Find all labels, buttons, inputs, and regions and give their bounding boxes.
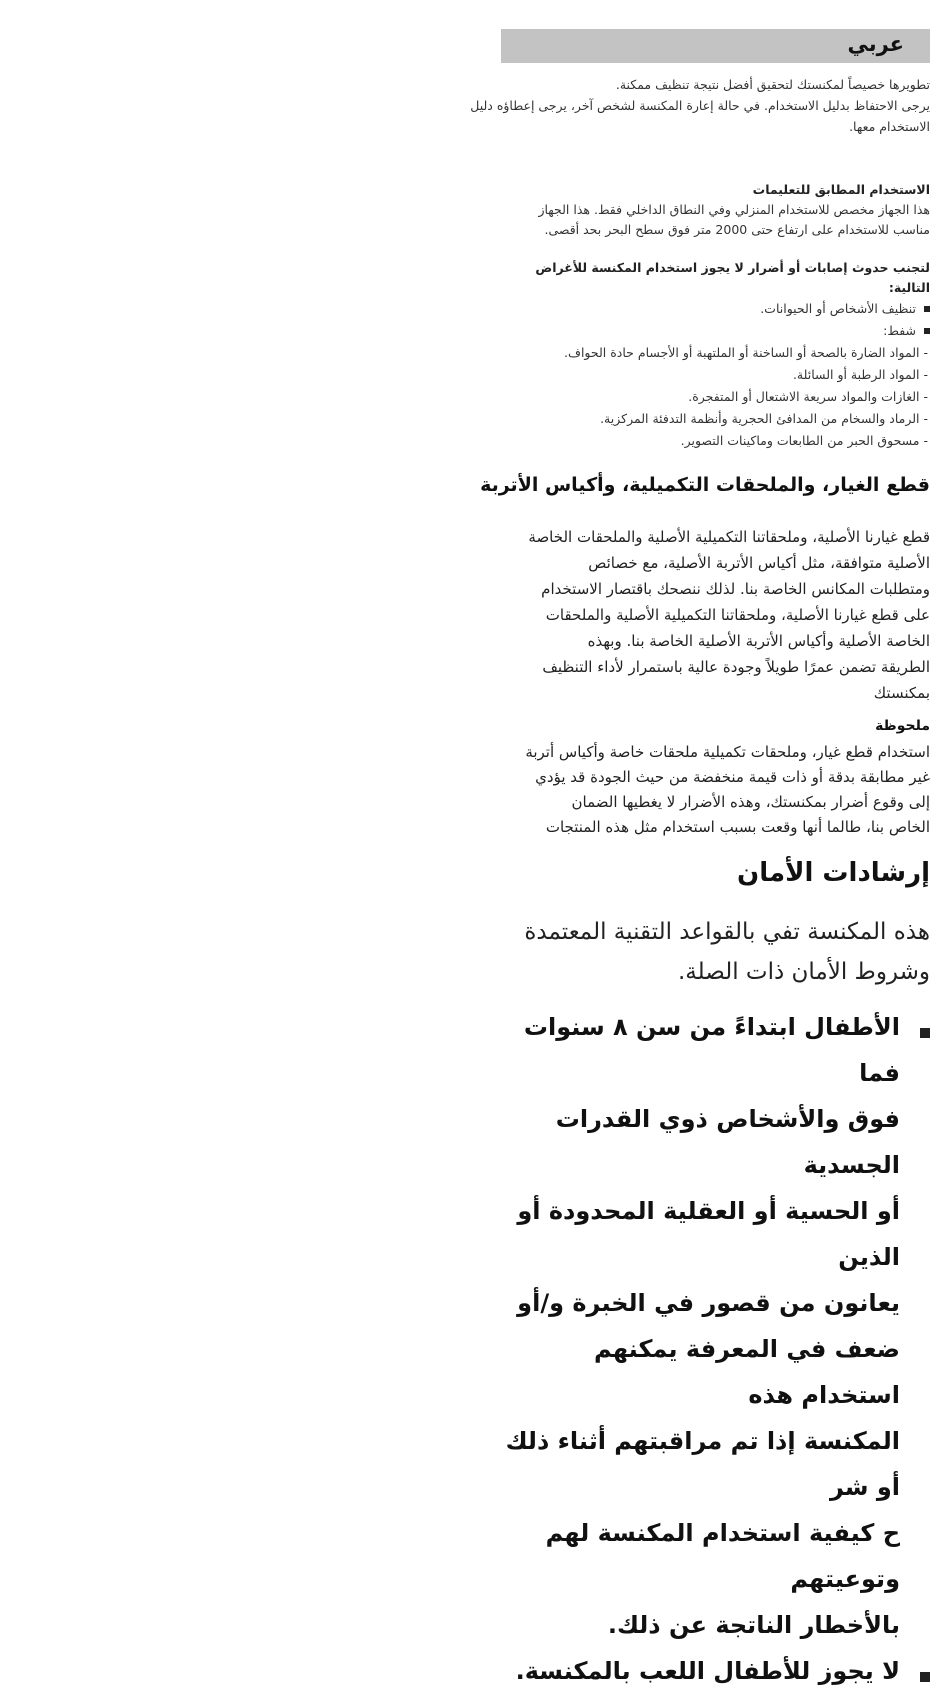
parts-line: ومتطلبات المكانس الخاصة بنا. لذلك ننصحك باقتصار الاستخدام [541,580,930,598]
safety-bullet-line: يعانون من قصور في الخبرة و/أو [517,1289,900,1317]
safety-bullet-line: أو الحسية أو العقلية المحدودة أو الذين [517,1197,900,1271]
safety-bullet-item [500,1648,930,1694]
language-header-bar [501,29,930,63]
intro-section [440,74,930,137]
safety-bullet-line: بالأخطار الناتجة عن ذلك. [607,1611,900,1639]
safety-intro-line: هذه المكنسة تفي بالقواعد التقنية المعتمدة [524,919,930,945]
safety-bullet-line: لا يجوز للأطفال اللعب بالمكنسة. [515,1657,900,1685]
intended-use-title: الاستخدام المطابق للتعليمات [752,182,930,197]
safety-bullet-item [500,1004,930,1648]
prohibited-bullet-item: تنظيف الأشخاص أو الحيوانات. [490,298,930,320]
prohibited-dash-item: - الغازات والمواد سريعة الاشتعال أو المتفجرة. [688,389,928,404]
note-line: غير مطابقة بدقة أو ذات قيمة منخفضة من حيث الجودة قد يؤدي [535,768,930,786]
parts-body [470,524,930,706]
prohibited-bullet-list [490,298,930,342]
intro-line-1: تطويرها خصيصاً لمكنستك لتحقيق أفضل نتيجة تنظيف ممكنة. [615,77,930,92]
parts-title: قطع الغيار، والملحقات التكميلية، وأكياس الأتربة [480,474,930,496]
prohibited-dash-item: - مسحوق الحبر من الطابعات وماكينات التصوير. [680,433,928,448]
safety-intro-line: وشروط الأمان ذات الصلة. [678,959,930,985]
prohibited-dash-item: - الرماد والسخام من المدافئ الحجرية وأنظمة التدفئة المركزية. [600,411,928,426]
parts-line: بمكنستك [873,684,930,702]
safety-bullet-line: الأطفال ابتداءً من سن ٨ سنوات فما [523,1013,900,1087]
note-body [470,740,930,840]
safety-bullet-line: ضعف في المعرفة يمكنهم استخدام هذه [594,1335,900,1409]
parts-line: الخاصة الأصلية وأكياس الأتربة الأصلية الخاصة بنا. وبهذه [587,632,930,650]
safety-bullet-line: المكنسة إذا تم مراقبتهم أثناء ذلك أو شر [505,1427,900,1501]
note-line: إلى وقوع أضرار بمكنستك، وهذه الأضرار لا يغطيها الضمان [571,793,930,811]
safety-bullet-line: ح كيفية استخدام المكنسة لهم وتوعيتهم [545,1519,900,1593]
intended-use-line-2: مناسب للاستخدام على ارتفاع حتى 2000 متر فوق سطح البحر بحد أقصى. [544,222,930,237]
intended-use-section [440,180,930,240]
parts-line: قطع غيارنا الأصلية، وملحقاتنا التكميلية الأصلية والملحقات الخاصة [528,528,930,546]
prohibited-section [490,258,930,452]
note-line: الخاص بنا، طالما أنها وقعت بسبب استخدام مثل هذه المنتجات [545,818,930,836]
prohibited-dash-item: - المواد الرطبة أو السائلة. [792,367,928,382]
prohibited-dash-item: - المواد الضارة بالصحة أو الساخنة أو الملتهبة أو الأجسام حادة الحواف. [564,345,928,360]
note-line: استخدام قطع غيار، وملحقات تكميلية ملحقات خاصة وأكياس أتربة [525,743,930,761]
parts-line: الطريقة تضمن عمرًا طويلاً وجودة عالية باستمرار لأداء التنظيف [542,658,930,676]
intended-use-line-1: هذا الجهاز مخصص للاستخدام المنزلي وفي النطاق الداخلي فقط. هذا الجهاز [538,202,930,217]
prohibited-dash-list [490,342,930,452]
parts-line: الأصلية متوافقة، مثل أكياس الأتربة الأصلية، مع خصائص [588,554,930,572]
language-label: عربي [847,32,904,56]
safety-title: إرشادات الأمان [737,858,930,888]
note-title: ملحوظة [875,718,930,734]
parts-line: على قطع غيارنا الأصلية، وملحقاتنا التكميلية الأصلية والملحقات [545,606,930,624]
safety-intro [510,912,930,992]
prohibited-title: لتجنب حدوث إصابات أو أضرار لا يجوز استخدام المكنسة للأغراض التالية: [535,260,930,295]
prohibited-bullet-item: شفط: [490,320,930,342]
safety-bullet-list [500,1004,930,1694]
safety-bullet-line: فوق والأشخاص ذوي القدرات الجسدية [555,1105,900,1179]
intro-line-2: يرجى الاحتفاظ بدليل الاستخدام. في حالة إعارة المكنسة لشخص آخر، يرجى إعطاؤه دليل الاستخدام معها. [470,98,930,134]
